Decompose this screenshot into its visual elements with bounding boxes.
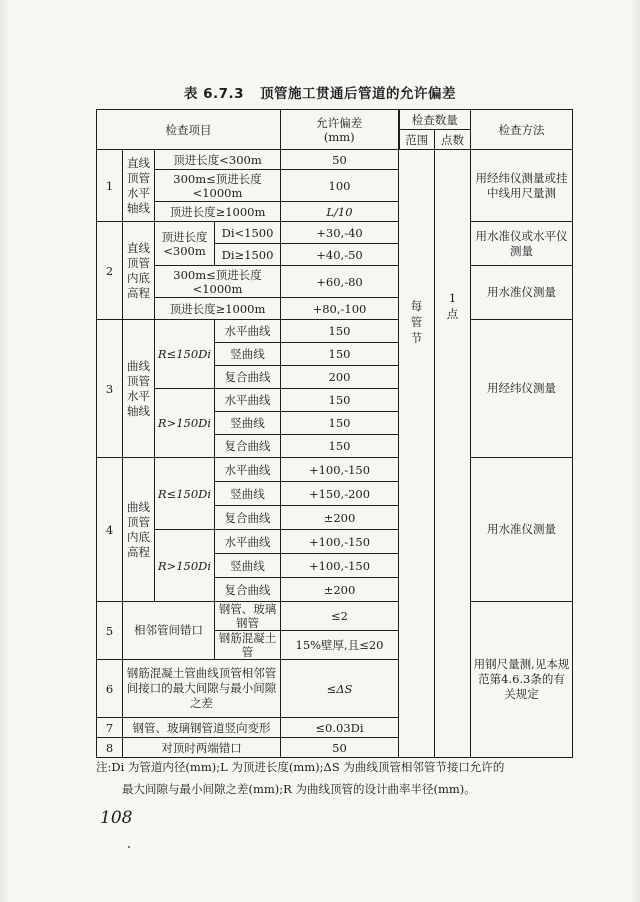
row-number: 1	[97, 150, 123, 222]
tolerance-value: 15%壁厚,且≤20	[281, 631, 399, 660]
curve-type: 竖曲线	[215, 554, 281, 578]
tolerance-value: 50	[281, 738, 399, 758]
header-points: 点数	[435, 130, 471, 150]
tolerance-value: +40,-50	[281, 244, 399, 266]
tolerance-value: +30,-40	[281, 222, 399, 244]
row-category: 曲线顶管内底高程	[123, 458, 155, 602]
row-category: 直线顶管内底高程	[123, 222, 155, 320]
scan-speck	[128, 846, 130, 848]
curve-type: 水平曲线	[215, 530, 281, 554]
row-number: 5	[97, 602, 123, 660]
sub-label: 顶进长度≥1000m	[155, 298, 281, 320]
tolerance-value: ±200	[281, 506, 399, 530]
item-label: 钢筋混凝土管曲线顶管相邻管间接口的最大间隙与最小间隙之差	[123, 660, 281, 718]
row-number: 8	[97, 738, 123, 758]
curve-type: 竖曲线	[215, 482, 281, 506]
header-item: 检查项目	[97, 110, 281, 150]
tolerance-value: ≤2	[281, 602, 399, 631]
header-range: 范围	[399, 130, 435, 150]
curve-type: 复合曲线	[215, 506, 281, 530]
sub-label: 300m≤顶进长度 <1000m	[155, 170, 281, 202]
tolerance-value: 50	[281, 150, 399, 170]
sub-label: 顶进长度<300m	[155, 222, 215, 266]
method-cell: 用经纬仪测量或挂中线用尺量测	[471, 150, 573, 222]
condition-label: Di≥1500	[215, 244, 281, 266]
row-category: 直线顶管水平轴线	[123, 150, 155, 222]
item-label: 对顶时两端错口	[123, 738, 281, 758]
header-tolerance-unit: (mm)	[323, 129, 355, 144]
curve-type: 水平曲线	[215, 389, 281, 412]
curve-type: 复合曲线	[215, 435, 281, 458]
sub-label: 顶进长度<300m	[155, 150, 281, 170]
radius-group: R>150Di	[155, 530, 215, 602]
table-note	[96, 756, 576, 800]
table-number: 表 6.7.3	[183, 86, 245, 102]
table-title-text: 顶管施工贯通后管道的允许偏差	[260, 86, 457, 102]
tolerance-value: 100	[281, 170, 399, 202]
curve-type: 竖曲线	[215, 412, 281, 435]
method-cell: 用水准仪测量	[471, 266, 573, 320]
tolerance-value: 150	[281, 389, 399, 412]
points-cell: 1点	[435, 150, 471, 758]
row-number: 4	[97, 458, 123, 602]
radius-group: R≤150Di	[155, 458, 215, 530]
scan-shadow-right	[630, 0, 640, 902]
row-category: 曲线顶管水平轴线	[123, 320, 155, 458]
sub-label: 钢管、玻璃钢管	[215, 602, 281, 631]
page-number: 108	[100, 808, 133, 828]
row-number: 2	[97, 222, 123, 320]
sub-label: 顶进长度≥1000m	[155, 202, 281, 222]
tolerance-value: 150	[281, 412, 399, 435]
tolerance-value: ≤ΔS	[281, 660, 399, 718]
row-number: 6	[97, 660, 123, 718]
sub-label: 钢筋混凝土管	[215, 631, 281, 660]
method-cell: 用钢尺量测,见本规范第4.6.3条的有关规定	[471, 602, 573, 758]
tolerance-value: +60,-80	[281, 266, 399, 298]
curve-type: 复合曲线	[215, 578, 281, 602]
method-cell: 用水准仪测量	[471, 458, 573, 602]
curve-type: 复合曲线	[215, 366, 281, 389]
curve-type: 水平曲线	[215, 320, 281, 343]
tolerance-value: +100,-150	[281, 458, 399, 482]
tolerance-value: 150	[281, 320, 399, 343]
header-method: 检查方法	[471, 110, 573, 150]
tolerance-value: ≤0.03Di	[281, 718, 399, 738]
header-tolerance	[281, 110, 399, 150]
row-number: 3	[97, 320, 123, 458]
curve-type: 竖曲线	[215, 343, 281, 366]
item-label: 钢管、玻璃钢管道竖向变形	[123, 718, 281, 738]
tolerance-value: 200	[281, 366, 399, 389]
sub-label: 300m≤顶进长度 <1000m	[155, 266, 281, 298]
tolerance-value: ±200	[281, 578, 399, 602]
note-line-1: 注:Di 为管道内径(mm);L 为顶进长度(mm);ΔS 为曲线顶管相邻管节接口允许的	[96, 760, 505, 774]
tolerance-value: +100,-150	[281, 554, 399, 578]
method-cell: 用经纬仪测量	[471, 320, 573, 458]
scan-shadow-left	[0, 0, 10, 902]
row-category: 相邻管间错口	[123, 602, 215, 660]
tolerance-value: 150	[281, 435, 399, 458]
tolerance-value: +80,-100	[281, 298, 399, 320]
header-quantity: 检查数量	[399, 110, 471, 130]
range-cell: 每管节	[399, 150, 435, 758]
tolerance-value: +150,-200	[281, 482, 399, 506]
method-cell: 用水准仪或水平仪测量	[471, 222, 573, 266]
tolerance-value: L/10	[281, 202, 399, 222]
header-tolerance-label: 允许偏差	[316, 115, 363, 130]
curve-type: 水平曲线	[215, 458, 281, 482]
condition-label: Di<1500	[215, 222, 281, 244]
row-number: 7	[97, 718, 123, 738]
tolerance-value: +100,-150	[281, 530, 399, 554]
tolerance-value: 150	[281, 343, 399, 366]
radius-group: R≤150Di	[155, 320, 215, 389]
tolerance-table	[96, 109, 573, 758]
radius-group: R>150Di	[155, 389, 215, 458]
note-line-2: 最大间隙与最小间隙之差(mm);R 为曲线顶管的设计曲率半径(mm)。	[122, 782, 476, 796]
table-title	[0, 82, 640, 102]
